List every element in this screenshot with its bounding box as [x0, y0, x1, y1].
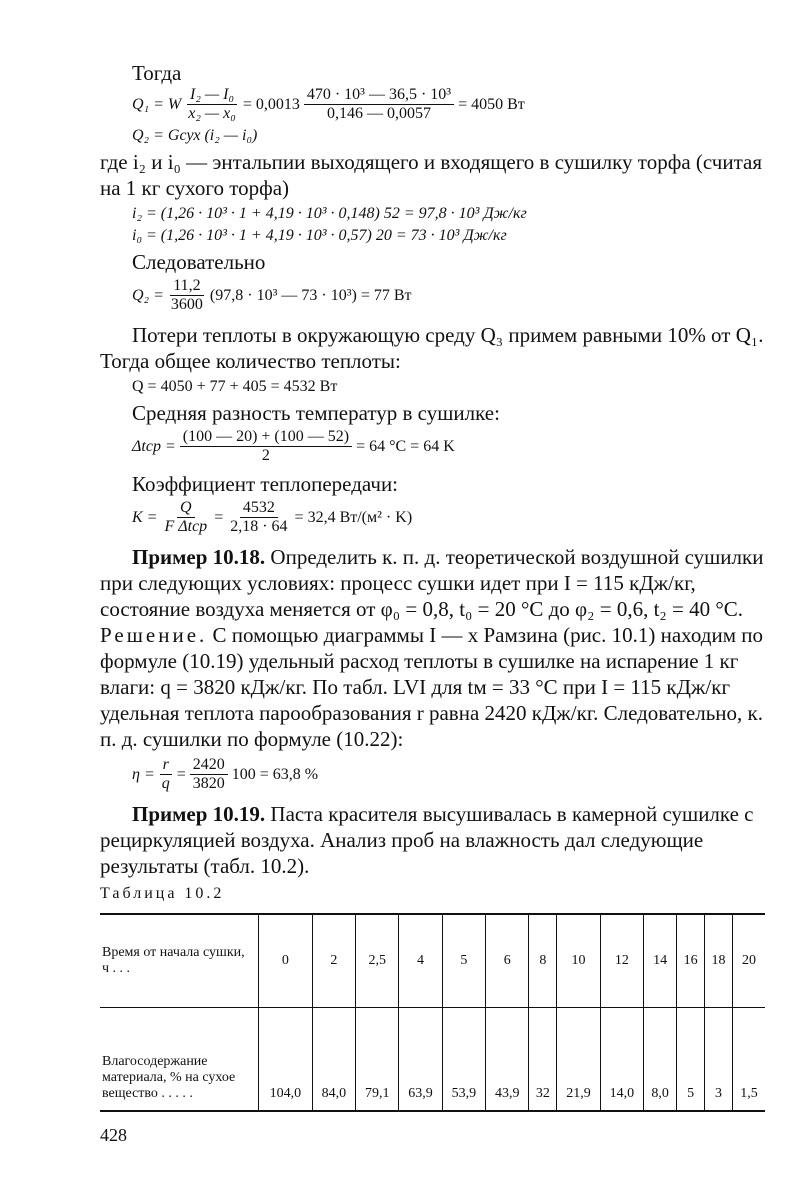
eq-k-num2: 4532 — [240, 499, 278, 518]
table-cell: 53,9 — [442, 1008, 485, 1112]
eq-dt-den: 2 — [261, 447, 270, 464]
eq-eta-rhs: 100 = 63,8 % — [231, 765, 319, 783]
table-cell: 8 — [529, 914, 557, 1008]
table-cell: 43,9 — [486, 1008, 529, 1112]
table-cell: 79,1 — [356, 1008, 399, 1112]
paragraph-poteri: Потери теплоты в окружающую среду Q₃ примем равными 10% от Q₁. Тогда общее количество теплоты: — [100, 323, 764, 373]
table-cell: 21,9 — [557, 1008, 600, 1112]
eq-k-lhs: K = — [132, 508, 158, 526]
eq-eta-lhs: η = — [132, 765, 155, 783]
table-cell: 2 — [312, 914, 355, 1008]
eq-eta-frac2 — [190, 756, 228, 793]
eq-q1-den1: x₂ — x₀ — [188, 105, 236, 122]
example-10-18-text: Определить к. п. д. теоретической воздушной сушилки при следующих условиях: процесс сушки идет при I = 115 кДж/кг, состояние воздуха меняется от φ₀ = 0,8, t₀ = 20 °C до φ₂ = 0,6, t₂ = 40 °C. — [100, 545, 764, 621]
table-row-time — [100, 914, 765, 1008]
eq-eta-num1: r — [160, 756, 172, 775]
paragraph-sled: Следовательно — [132, 250, 266, 274]
eq-q1-mid: = 0,0013 — [242, 95, 300, 113]
eq-q1-num1: I₂ — I₀ — [187, 86, 237, 105]
table-cell: 16 — [677, 914, 705, 1008]
table-cell: 14,0 — [600, 1008, 643, 1112]
paragraph-togda: Тогда — [132, 61, 182, 85]
table-cell: 32 — [529, 1008, 557, 1112]
eq-q1-num2: 470 · 10³ — 36,5 · 10³ — [304, 86, 454, 105]
eq-dt-num: (100 — 20) + (100 — 52) — [180, 428, 352, 447]
eq-dt-rhs: = 64 °C = 64 K — [356, 437, 455, 455]
eq-q1-lhs: Q₁ = W — [132, 95, 182, 113]
paragraph-sred: Средняя разность температур в сушилке: — [132, 401, 500, 425]
eq-q1-den2: 0,146 — 0,0057 — [326, 105, 431, 122]
table-cell: 0 — [259, 914, 313, 1008]
eq-k-den2: 2,18 · 64 — [230, 518, 288, 535]
equation-q-total: Q = 4050 + 77 + 405 = 4532 Вт — [132, 378, 338, 395]
table-cell: 18 — [705, 914, 733, 1008]
eq-q1-frac1 — [185, 86, 239, 123]
eq-q2-den: 3600 — [170, 296, 203, 313]
example-10-19 — [100, 801, 765, 879]
table-cell: 1,5 — [733, 1008, 765, 1112]
example-10-18-title: Пример 10.18. — [132, 545, 266, 569]
equation-eta — [132, 756, 765, 793]
eq-q1-rhs: = 4050 Вт — [458, 95, 525, 113]
example-10-19-title: Пример 10.19. — [132, 802, 266, 826]
table-cell: 104,0 — [259, 1008, 313, 1112]
eq-q2-frac — [168, 277, 206, 314]
solution-text: С помощью диаграммы I — x Рамзина (рис. 10.1) находим по формуле (10.19) удельный расход теплоты в сушилке на испарение 1 кг влаги: q = 3820 кДж/кг. По табл. LVI для tм = 33 °C при I = 115 кДж/кг удельная теплота парообразования r равна 2420 кДж/кг. Следовательно, к. п. д. сушилки по формуле (10.22): — [100, 623, 763, 751]
table-row-moisture — [100, 1008, 765, 1112]
eq-eta-den1: q — [161, 775, 170, 792]
table-cell: 3 — [705, 1008, 733, 1112]
example-10-18 — [100, 544, 765, 622]
table-cell: 2,5 — [356, 914, 399, 1008]
table-cell: 12 — [600, 914, 643, 1008]
eq-k-frac2 — [227, 499, 290, 536]
table-cell: 4 — [399, 914, 442, 1008]
solution-label: Решение. — [100, 623, 208, 647]
equation-q2: Q₂ = Gсух (i₂ — i₀) — [132, 127, 258, 144]
table-cell: 6 — [486, 914, 529, 1008]
table-cell: 63,9 — [399, 1008, 442, 1112]
eq-k-num1: Q — [177, 499, 195, 518]
page-number: 428 — [100, 1125, 127, 1145]
table-cell: 8,0 — [644, 1008, 677, 1112]
equation-dt — [132, 428, 765, 465]
equation-q1 — [132, 86, 765, 123]
equation-i0: i₀ = (1,26 · 10³ · 1 + 4,19 · 10³ · 0,57) 20 = 73 · 10³ Дж/кг — [132, 227, 507, 244]
table-row-header-time: Время от начала сушки, ч . . . — [100, 914, 259, 1008]
example-10-19-text: Паста красителя высушивалась в камерной сушилке с рециркуляцией воздуха. Анализ проб на влажность дал следующие результаты (табл. 10.2). — [100, 802, 754, 878]
eq-dt-frac — [180, 428, 352, 465]
equation-i2: i₂ = (1,26 · 10³ · 1 + 4,19 · 10³ · 0,148) 52 = 97,8 · 10³ Дж/кг — [132, 205, 527, 222]
eq-eta-frac1 — [159, 756, 173, 793]
page-content — [100, 60, 765, 1112]
eq-dt-lhs: Δtср = — [132, 437, 176, 455]
paragraph-koef: Коэффициент теплопередачи: — [132, 472, 399, 496]
eq-q2-rhs: (97,8 · 10³ — 73 · 10³) = 77 Вт — [209, 286, 412, 304]
table-cell: 84,0 — [312, 1008, 355, 1112]
eq-q2-num: 11,2 — [170, 277, 203, 296]
eq-k-rhs: = 32,4 Вт/(м² · K) — [294, 508, 413, 526]
table-cell: 14 — [644, 914, 677, 1008]
equation-q2-value — [132, 277, 765, 314]
eq-k-den1: F Δtср — [164, 518, 208, 535]
eq-k-frac1 — [161, 499, 210, 536]
eq-eta-mid: = — [176, 765, 186, 783]
table-cell: 20 — [733, 914, 765, 1008]
data-table — [100, 913, 765, 1112]
table-cell: 10 — [557, 914, 600, 1008]
eq-q1-frac2 — [304, 86, 454, 123]
table-caption: Таблица 10.2 — [100, 885, 225, 902]
eq-eta-num2: 2420 — [190, 756, 228, 775]
table-cell: 5 — [677, 1008, 705, 1112]
eq-k-mid: = — [214, 508, 224, 526]
solution-10-18 — [100, 622, 765, 752]
paragraph-where: где i₂ и i₀ — энтальпии выходящего и входящего в сушилку торфа (считая на 1 кг сухого торфа) — [100, 150, 762, 200]
table-cell: 5 — [442, 914, 485, 1008]
equation-k — [132, 499, 765, 536]
eq-q2-lhs: Q₂ = — [132, 286, 164, 304]
table-row-header-moisture: Влагосодержание материала, % на сухое вещество . . . . . — [100, 1008, 259, 1112]
eq-eta-den2: 3820 — [192, 775, 225, 792]
